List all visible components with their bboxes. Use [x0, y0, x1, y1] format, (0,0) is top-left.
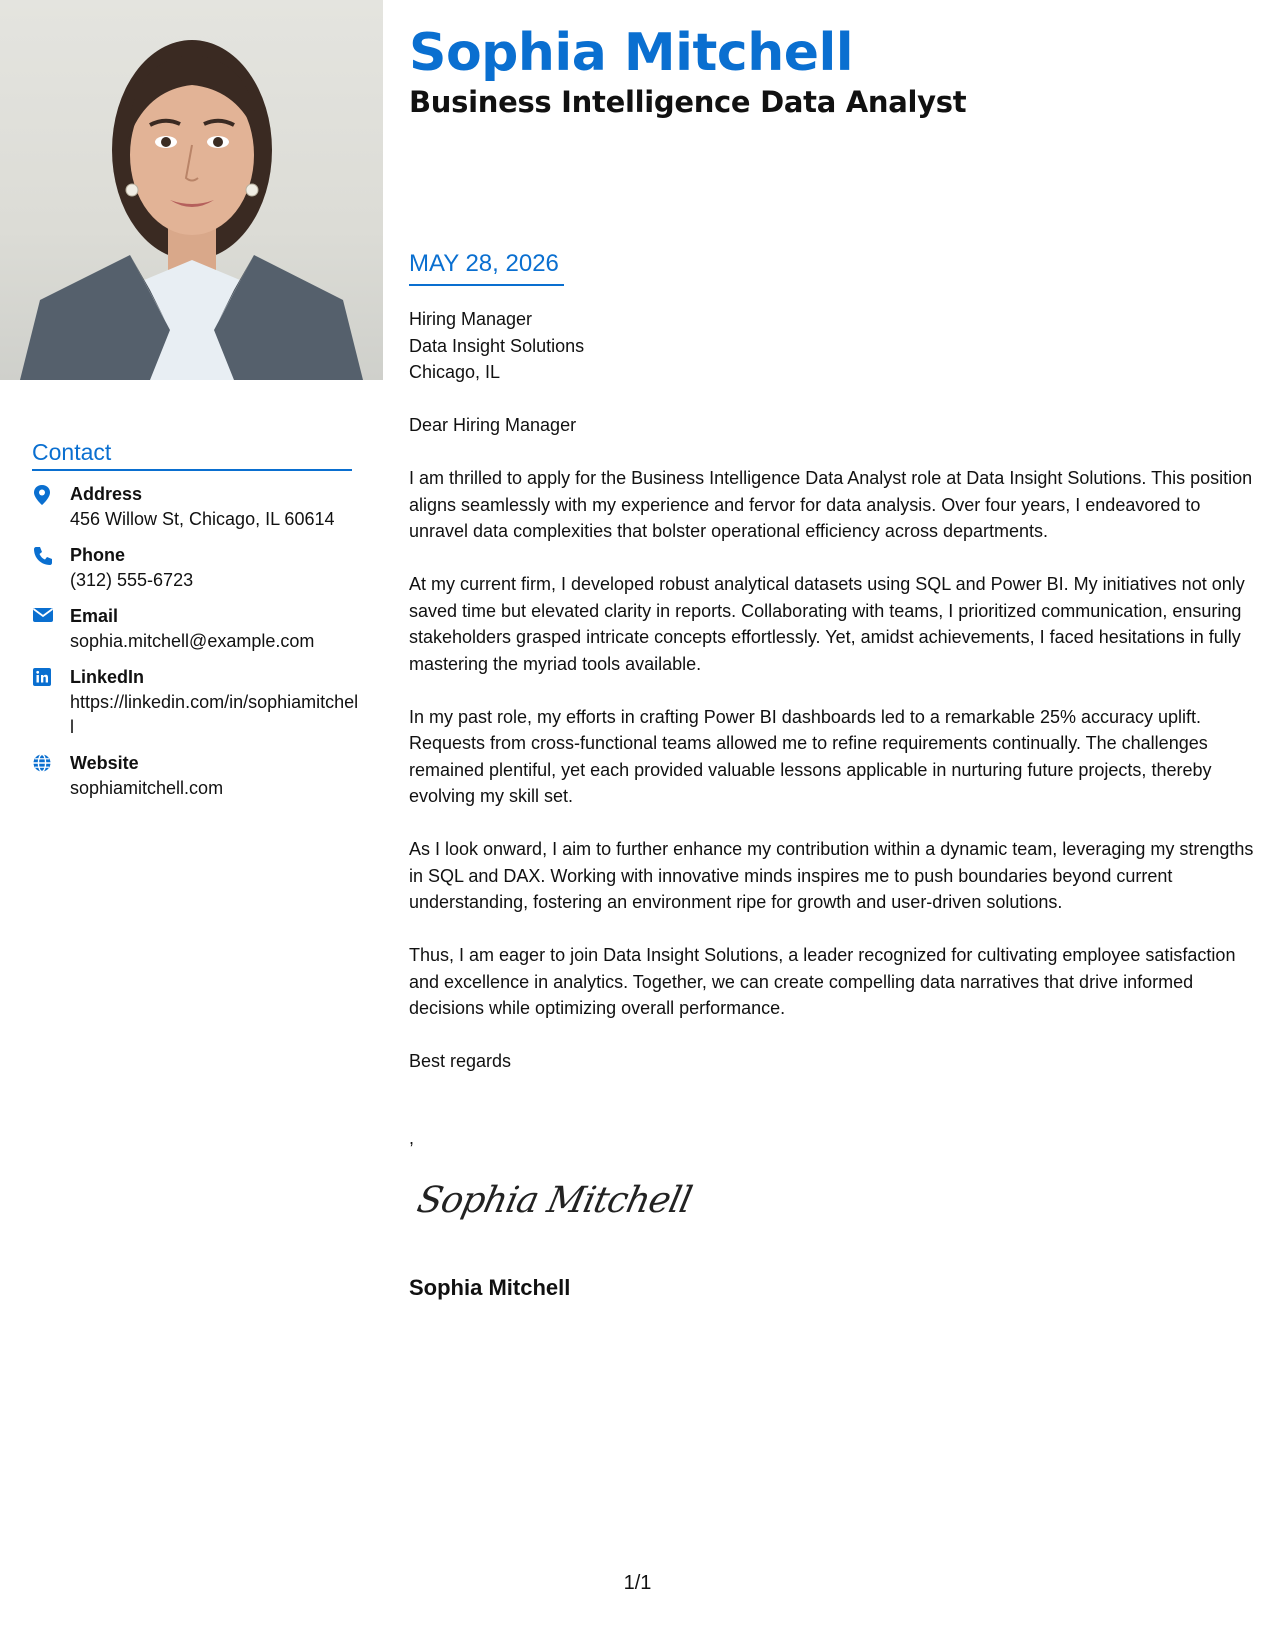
linkedin-icon [32, 665, 70, 740]
address-value: 456 Willow St, Chicago, IL 60614 [70, 509, 335, 529]
contact-item-email [32, 604, 362, 654]
contact-label: Email [70, 606, 119, 626]
page-number: 1/1 [623, 1572, 652, 1594]
contact-item-linkedin [32, 665, 362, 740]
closing-comma: , [409, 1127, 415, 1148]
phone-value: (312) 555-6723 [70, 570, 194, 590]
recipient-title: Hiring Manager [409, 309, 533, 329]
paragraph: At my current firm, I developed robust analytical datasets using SQL and Power BI. My initiatives not only saved time but elevated clarity in reports. Collaborating with teams, I prioritized communication, ensuring stakeholders grasped intricate concepts effortlessly. Yet, amidst achievements, I faced hesitations in fully mastering the myriad tools available. [409, 574, 1245, 674]
phone-icon [32, 543, 70, 593]
signature-name: Sophia Mitchell [409, 1275, 571, 1300]
contact-list [32, 482, 362, 812]
linkedin-value[interactable]: https://linkedin.com/in/sophiamitchell [70, 692, 359, 737]
profile-photo [0, 0, 383, 380]
contact-label: Phone [70, 545, 126, 565]
contact-item-phone [32, 543, 362, 593]
recipient-company: Data Insight Solutions [409, 335, 585, 356]
handwritten-signature: Sophia Mitchell [413, 1180, 695, 1221]
candidate-name: Sophia Mitchell [409, 23, 854, 83]
recipient-block [409, 306, 1254, 386]
paragraph: I am thrilled to apply for the Business Intelligence Data Analyst role at Data Insight Solutions. This position aligns seamlessly with my experience and fervor for data analysis. Over four years, I endeavored to unravel data complexities that bolster operational efficiency across departments. [409, 468, 1253, 541]
recipient-location: Chicago, IL [409, 362, 501, 382]
contact-item-address [32, 482, 362, 532]
location-pin-icon [32, 482, 70, 532]
contact-heading: Contact [32, 438, 352, 471]
salutation: Dear Hiring Manager [409, 415, 577, 435]
closing: Best regards [409, 1051, 512, 1071]
paragraph: In my past role, my efforts in crafting Power BI dashboards led to a remarkable 25% accuracy uplift. Requests from cross-functional teams allowed me to refine requirements continually. The challenges remained plentiful, yet each provided valuable lessons applicable in nurturing future projects, thereby evolving my skill set. [409, 706, 1212, 806]
paragraph: As I look onward, I aim to further enhance my contribution within a dynamic team, leveraging my strengths in SQL and DAX. Working with innovative minds inspires me to push boundaries beyond current understanding, fostering an environment ripe for growth and user-driven solutions. [409, 839, 1254, 912]
globe-icon [32, 751, 70, 801]
contact-label: Website [70, 753, 139, 773]
letter-body [409, 306, 1254, 1178]
envelope-icon [32, 604, 70, 654]
contact-label: Address [70, 484, 143, 504]
contact-item-website [32, 751, 362, 801]
email-value[interactable]: sophia.mitchell@example.com [70, 631, 315, 651]
letter-date: MAY 28, 2026 [409, 250, 564, 286]
website-value[interactable]: sophiamitchell.com [70, 778, 224, 798]
paragraph: Thus, I am eager to join Data Insight Solutions, a leader recognized for cultivating employee satisfaction and excellence in analytics. Together, we can create compelling data narratives that drive informed decisions while optimizing overall performance. [409, 945, 1236, 1018]
candidate-role: Business Intelligence Data Analyst [409, 85, 967, 119]
contact-label: LinkedIn [70, 667, 145, 687]
